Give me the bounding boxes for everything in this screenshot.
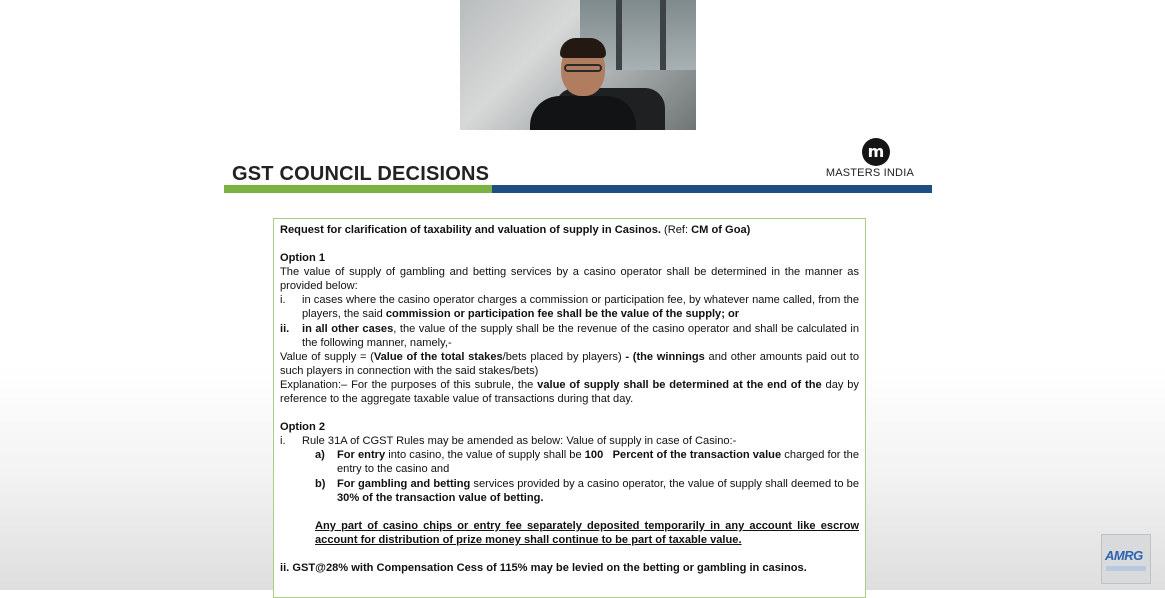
header-band-blue [492,185,932,193]
webcam-video [460,0,696,130]
option1-item-ii: ii. in all other cases, the value of the supply shall be the revenue of the casino operator and shall be calculated in the following manner, namely,- [280,322,859,349]
value-of-supply-formula: Value of supply = (Value of the total stakes/bets placed by players) - (the winnings and other amounts paid out to such players in connection with the said stakes/bets) [280,350,860,377]
masters-india-logo-text: MASTERS INDIA [825,167,914,179]
option2-item-a: a) For entry into casino, the value of supply shall be 100 Percent of the transaction value charged for the entry to the casino and [315,449,859,476]
option2-item-b: b) For gambling and betting services provided by a casino operator, the value of supply shall deemed to be 30% of the transaction value of betting. [315,477,859,504]
explanation: Explanation:– For the purposes of this subrule, the value of supply shall be determined at the end of the day by reference to the aggregate taxable value of transactions during that day. [280,378,859,406]
option1-item-i: i. in cases where the casino operator charges a commission or participation fee, by whatever name called, from the players, the said commission or participation fee shall be the value of the supply; or [280,294,859,321]
option2-heading: Option 2 [280,421,325,434]
option2-item-i: i. Rule 31A of CGST Rules may be amended as below: Value of supply in case of Casino:- [280,435,737,448]
webcam-presenter-glasses [564,64,602,72]
amrg-logo-text: AMRG [1105,548,1143,563]
decision-content-box [273,218,866,598]
amrg-logo-subline [1106,566,1146,571]
option1-heading: Option 1 [280,252,325,265]
slide-header [224,135,932,195]
amrg-logo-badge [1101,534,1151,584]
webcam-presenter-body [530,96,636,130]
masters-india-logo-icon: m [862,138,890,166]
slide-title: GST COUNCIL DECISIONS [232,163,490,185]
header-band-green [224,185,492,193]
option2-item-ii: ii. GST@28% with Compensation Cess of 115% may be levied on the betting or gambling in casinos. [280,561,807,574]
webcam-presenter-hair [560,38,606,58]
request-line: Request for clarification of taxability and valuation of supply in Casinos. (Ref: CM of Goa) [280,224,751,236]
option1-intro: The value of supply of gambling and betting services by a casino operator shall be determined in the manner as provided below: [280,266,859,293]
escrow-note: Any part of casino chips or entry fee separately deposited temporarily in any account like escrow account for distribution of prize money shall continue to be part of taxable value. [315,519,859,546]
